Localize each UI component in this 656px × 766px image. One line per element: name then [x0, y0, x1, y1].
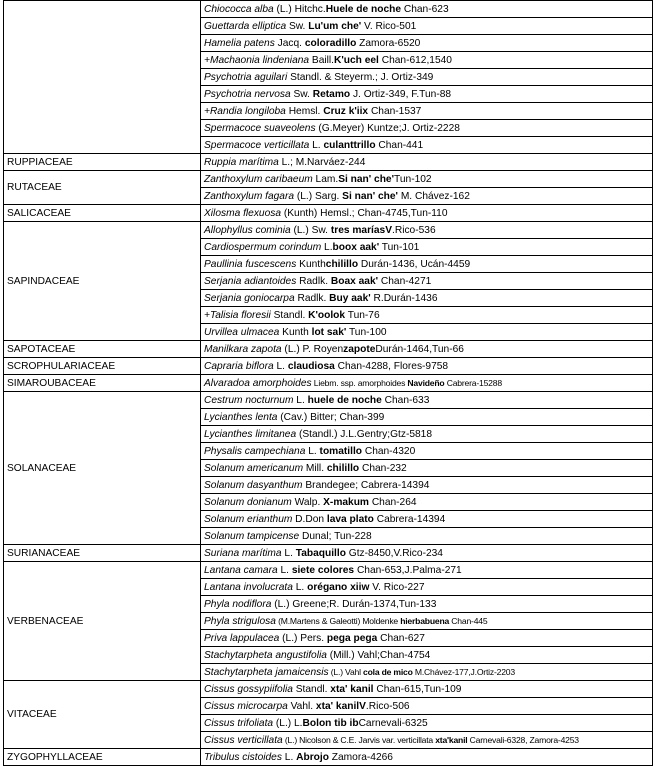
collector-ref: Durán-1464,Tun-66	[375, 343, 464, 355]
species-name: Solanum tampicense	[204, 530, 300, 542]
species-name: Xilosma flexuosa	[204, 207, 282, 219]
species-name: Tribulus cistoides	[204, 751, 282, 763]
species-cell	[201, 749, 653, 766]
species-name: Stachytarpheta jamaicensis	[204, 666, 329, 678]
collector-ref: Chan-4320	[362, 445, 416, 457]
family-cell: SALICACEAE	[4, 205, 201, 222]
species-cell	[201, 681, 653, 698]
collector-ref: Durán-1436, Ucán-4459	[358, 258, 471, 270]
collector-ref: .Rico-506	[365, 700, 410, 712]
species-author: Kunth	[296, 258, 326, 270]
collector-ref: Chan-633	[381, 394, 430, 406]
species-name: Cissus trifoliata	[204, 717, 274, 729]
species-name: Lycianthes lenta	[204, 411, 278, 423]
species-cell	[201, 154, 653, 171]
collector-ref: Carnevali-6325	[358, 717, 428, 729]
table-row	[4, 171, 653, 188]
species-cell	[201, 409, 653, 426]
species-cell	[201, 324, 653, 341]
species-cell	[201, 307, 653, 324]
table-row	[4, 358, 653, 375]
species-cell	[201, 528, 653, 545]
collector-ref: .Rico-536	[392, 224, 436, 236]
common-name: boox aak'	[332, 241, 380, 253]
table-row	[4, 749, 653, 766]
collector-ref: Gtz-8450,V.Rico-234	[345, 547, 443, 559]
species-author: (L.) Sarg.	[294, 190, 343, 202]
species-name: Solanum erianthum	[204, 513, 293, 525]
common-name: tomatillo	[319, 445, 362, 457]
species-name: Alvaradoa amorphoides	[204, 377, 312, 389]
common-name: Cruz k'iix	[323, 105, 369, 117]
common-name: Tabaquillo	[295, 547, 346, 559]
species-name: Lycianthes limitanea	[204, 428, 297, 440]
species-name: Paullinia fuscescens	[204, 258, 297, 270]
species-name: Serjania goniocarpa	[204, 292, 295, 304]
species-author: Liebm. ssp. amorphoides	[311, 377, 408, 388]
species-cell	[201, 18, 653, 35]
common-name: Abrojo	[296, 751, 329, 763]
species-cell	[201, 205, 653, 222]
collector-ref: Chan-1537	[368, 105, 422, 117]
species-cell	[201, 103, 653, 120]
table-row	[4, 154, 653, 171]
species-cell	[201, 545, 653, 562]
collector-ref: Tun-76	[345, 309, 380, 321]
species-author: Hemsl.	[285, 105, 324, 117]
species-cell	[201, 426, 653, 443]
common-name: Lu'um che'	[308, 20, 362, 32]
species-name: Talisia floresii	[209, 309, 271, 321]
species-name: Solanum donianum	[204, 496, 292, 508]
species-author: L.	[309, 139, 324, 151]
species-name: Phyla nodiflora	[204, 598, 272, 610]
species-author: Walp.	[291, 496, 324, 508]
species-author: Kunth	[279, 326, 312, 338]
species-name: Cissus verticillata	[204, 734, 283, 746]
species-cell	[201, 35, 653, 52]
common-name: lava plato	[326, 513, 374, 525]
species-author: (Standl.) J.L.Gentry;Gtz-5818	[296, 428, 433, 440]
collector-ref: Cabrera-15288	[444, 377, 502, 388]
species-name: Machaonia lindeniana	[209, 54, 310, 66]
species-author: (M.Martens & Galeotti) Moldenke	[275, 615, 401, 626]
species-cell	[201, 715, 653, 732]
collector-ref: Chan-445	[449, 615, 488, 626]
species-prefix: +	[204, 105, 210, 117]
common-name: X-makum	[323, 496, 369, 508]
species-cell	[201, 1, 653, 18]
species-name: Phyla strigulosa	[204, 615, 276, 627]
common-name: hierbabuena	[400, 615, 450, 626]
species-author: Jacq.	[274, 37, 305, 49]
species-author: L.	[321, 241, 333, 253]
species-author: Sw.	[290, 88, 313, 100]
species-author: (Cav.) Bitter; Chan-399	[277, 411, 385, 423]
common-name: Bolon tib ib	[302, 717, 359, 729]
species-author: Baill.	[309, 54, 334, 66]
species-name: Allophyllus cominia	[204, 224, 291, 236]
species-cell	[201, 647, 653, 664]
species-author: L.	[292, 581, 308, 593]
species-author: (L.) Pers.	[279, 632, 327, 644]
collector-ref: M.Chávez-177,J.Ortiz-2203	[412, 666, 515, 677]
species-author: L.	[281, 547, 296, 559]
species-table-body	[4, 1, 653, 766]
species-author: Brandegee; Cabrera-14394	[302, 479, 430, 491]
species-author: Lam.	[312, 173, 339, 185]
species-cell	[201, 477, 653, 494]
species-author: L.	[277, 564, 292, 576]
common-name: orégano xiiw	[307, 581, 370, 593]
common-name: Retamo	[312, 88, 351, 100]
family-cell: SAPOTACEAE	[4, 341, 201, 358]
collector-ref: Zamora-6520	[356, 37, 421, 49]
species-name: Ruppia marítima	[204, 156, 279, 168]
species-cell	[201, 341, 653, 358]
collector-ref: Chan-264	[368, 496, 417, 508]
species-author: (G.Meyer) Kuntze;J. Ortiz-2228	[315, 122, 460, 134]
collector-ref: Cabrera-14394	[373, 513, 446, 525]
species-cell	[201, 664, 653, 681]
species-name: Psychotria nervosa	[204, 88, 291, 100]
collector-ref: Chan-4271	[378, 275, 432, 287]
species-name: Zanthoxylum fagara	[204, 190, 295, 202]
collector-ref: Chan-615,Tun-109	[373, 683, 462, 695]
species-cell	[201, 630, 653, 647]
common-name: Navideño	[407, 377, 445, 388]
species-author: Radlk.	[294, 292, 330, 304]
species-author: Standl.	[270, 309, 309, 321]
common-name: Buy aak'	[329, 292, 371, 304]
table-row	[4, 392, 653, 409]
common-name: pega pega	[326, 632, 378, 644]
species-name: Spermacoce verticillata	[204, 139, 310, 151]
species-name: Randia longiloba	[209, 105, 286, 117]
table-row	[4, 562, 653, 579]
family-cell: SURIANACEAE	[4, 545, 201, 562]
collector-ref: Chan-623	[401, 3, 449, 15]
species-name: Physalis campechiana	[204, 445, 306, 457]
common-name: tres maríasV	[330, 224, 393, 236]
species-cell	[201, 613, 653, 630]
species-author: L.; M.Narváez-244	[278, 156, 366, 168]
species-cell	[201, 52, 653, 69]
species-name: Capraria biflora	[204, 360, 274, 372]
family-cell: SIMAROUBACEAE	[4, 375, 201, 392]
species-author: L.	[281, 751, 297, 763]
species-name: Cissus gossypiifolia	[204, 683, 293, 695]
species-name: Urvillea ulmacea	[204, 326, 280, 338]
common-name: claudiosa	[287, 360, 335, 372]
species-cell	[201, 460, 653, 477]
species-author: L.	[305, 445, 320, 457]
family-cell: SAPINDACEAE	[4, 222, 201, 341]
common-name: cola de mico	[363, 666, 413, 677]
species-cell	[201, 188, 653, 205]
common-name: xta' kanilV	[315, 700, 366, 712]
collector-ref: Tun-101	[379, 241, 420, 253]
common-name: K'uch eel	[334, 54, 379, 66]
species-name: Solanum dasyanthum	[204, 479, 303, 491]
species-cell	[201, 222, 653, 239]
species-author: L.	[273, 360, 288, 372]
species-author: L.	[293, 394, 308, 406]
species-author: Vahl.	[287, 700, 316, 712]
common-name: lot sak'	[311, 326, 347, 338]
species-name: Stachytarpheta angustifolia	[204, 649, 327, 661]
table-row	[4, 205, 653, 222]
common-name: Huele de noche	[325, 3, 402, 15]
species-author: (L.) Vahl	[328, 666, 363, 677]
species-name: Chiococca alba	[204, 3, 274, 15]
species-cell	[201, 239, 653, 256]
table-row	[4, 375, 653, 392]
species-author: (L.) L.	[273, 717, 303, 729]
species-cell	[201, 273, 653, 290]
species-cell	[201, 511, 653, 528]
common-name: chilillo	[326, 462, 360, 474]
species-author: (L.) Nicolson & C.E. Jarvis var. verticillata	[282, 734, 436, 745]
species-cell	[201, 86, 653, 103]
species-cell	[201, 120, 653, 137]
common-name: zapote	[343, 343, 376, 355]
species-name: Zanthoxylum caribaeum	[204, 173, 313, 185]
table-row	[4, 222, 653, 239]
common-name: K'oolok	[308, 309, 346, 321]
species-name: Priva lappulacea	[204, 632, 280, 644]
species-cell	[201, 171, 653, 188]
common-name: chilillo	[325, 258, 359, 270]
species-prefix: +	[204, 54, 210, 66]
species-author: (Kunth) Hemsl.; Chan-4745,Tun-110	[281, 207, 448, 219]
table-row	[4, 1, 653, 18]
species-cell	[201, 443, 653, 460]
common-name: huele de noche	[307, 394, 382, 406]
collector-ref: Zamora-4266	[328, 751, 393, 763]
species-cell	[201, 494, 653, 511]
species-author: Mill.	[303, 462, 327, 474]
collector-ref: Chan-4288, Flores-9758	[334, 360, 449, 372]
species-cell	[201, 698, 653, 715]
collector-ref: R.Durán-1436	[370, 292, 438, 304]
species-author: (L.) Sw.	[290, 224, 331, 236]
table-row	[4, 545, 653, 562]
common-name: Boax aak'	[330, 275, 379, 287]
collector-ref: Chan-653,J.Palma-271	[354, 564, 462, 576]
species-name: Cestrum nocturnum	[204, 394, 294, 406]
species-cell	[201, 375, 653, 392]
species-author: Dunal; Tun-228	[299, 530, 372, 542]
species-name: Cardiospermum corindum	[204, 241, 322, 253]
species-prefix: +	[204, 309, 210, 321]
family-cell: VITACEAE	[4, 681, 201, 749]
species-name: Guettarda elliptica	[204, 20, 287, 32]
common-name: coloradillo	[304, 37, 357, 49]
common-name: siete colores	[291, 564, 355, 576]
table-row	[4, 681, 653, 698]
species-name: Hamelia patens	[204, 37, 275, 49]
collector-ref: Chan-232	[359, 462, 407, 474]
species-cell	[201, 562, 653, 579]
species-author: (L.) Hitchc.	[273, 3, 326, 15]
family-cell: SOLANACEAE	[4, 392, 201, 545]
species-author: Standl.	[292, 683, 331, 695]
species-cell	[201, 69, 653, 86]
common-name: xta' kanil	[330, 683, 374, 695]
collector-ref: Carnevali-6328, Zamora-4253	[467, 734, 579, 745]
species-author: (L.) P. Royen	[281, 343, 344, 355]
common-name: culanttrillo	[323, 139, 376, 151]
species-author: Sw.	[286, 20, 309, 32]
species-cell	[201, 290, 653, 307]
collector-ref: M. Chávez-162	[397, 190, 470, 202]
collector-ref: V. Rico-227	[369, 581, 425, 593]
common-name: xta'kanil	[435, 734, 468, 745]
family-cell	[4, 1, 201, 154]
species-name: Solanum americanum	[204, 462, 304, 474]
family-cell: RUTACEAE	[4, 171, 201, 205]
collector-ref: J. Ortiz-349, F.Tun-88	[350, 88, 452, 100]
collector-ref: Tun-100	[346, 326, 387, 338]
species-author: (L.) Greene;R. Durán-1374,Tun-133	[271, 598, 437, 610]
species-cell	[201, 579, 653, 596]
collector-ref: Chan-627	[377, 632, 425, 644]
species-name: Spermacoce suaveolens	[204, 122, 316, 134]
table-row	[4, 341, 653, 358]
species-cell	[201, 137, 653, 154]
collector-ref: Chan-441	[375, 139, 424, 151]
collector-ref: Tun-102	[394, 173, 432, 185]
species-cell	[201, 256, 653, 273]
species-table	[3, 0, 653, 766]
species-name: Serjania adiantoides	[204, 275, 297, 287]
species-name: Suriana marítima	[204, 547, 282, 559]
family-cell: ZYGOPHYLLACEAE	[4, 749, 201, 766]
collector-ref: Chan-612,1540	[378, 54, 452, 66]
species-cell	[201, 358, 653, 375]
common-name: Si nan' che'	[342, 190, 398, 202]
species-author: Radlk.	[296, 275, 331, 287]
collector-ref: V. Rico-501	[361, 20, 417, 32]
family-cell: RUPPIACEAE	[4, 154, 201, 171]
common-name: Si nan' che'	[338, 173, 395, 185]
species-cell	[201, 392, 653, 409]
species-author: Standl. & Steyerm.; J. Ortiz-349	[287, 71, 434, 83]
species-name: Lantana camara	[204, 564, 278, 576]
species-cell	[201, 596, 653, 613]
species-author: D.Don	[292, 513, 327, 525]
species-name: Psychotria aguilari	[204, 71, 288, 83]
family-cell: SCROPHULARIACEAE	[4, 358, 201, 375]
species-name: Lantana involucrata	[204, 581, 293, 593]
species-name: Cissus microcarpa	[204, 700, 288, 712]
species-name: Manilkara zapota	[204, 343, 282, 355]
species-cell	[201, 732, 653, 749]
family-cell: VERBENACEAE	[4, 562, 201, 681]
species-author: (Mill.) Vahl;Chan-4754	[326, 649, 431, 661]
